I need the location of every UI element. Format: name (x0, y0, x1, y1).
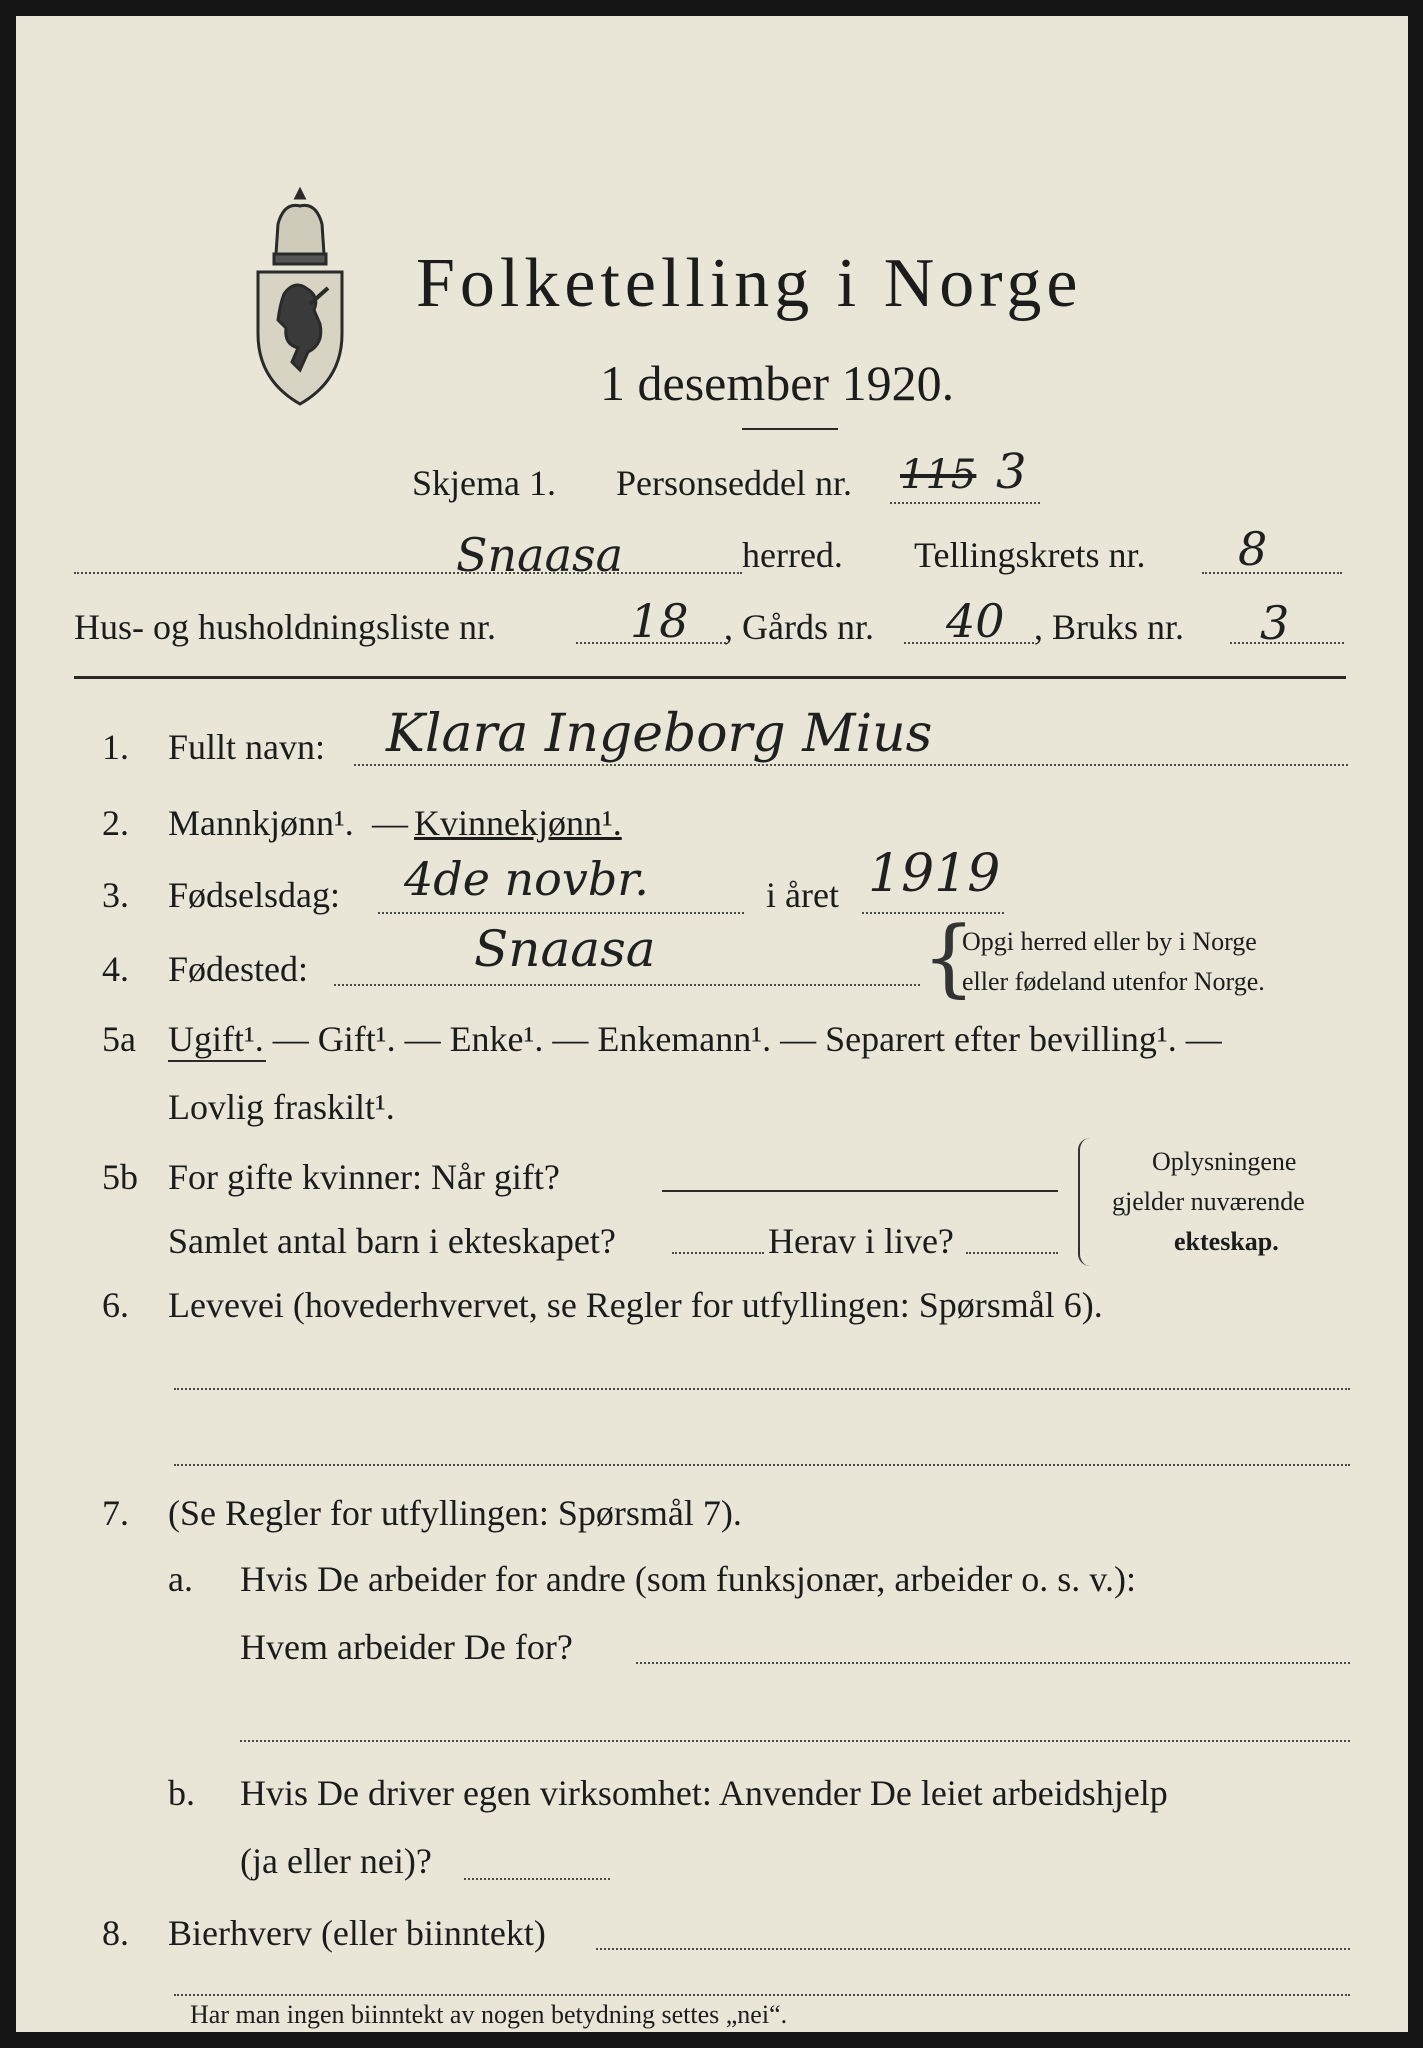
q4-number: 4. (102, 949, 129, 989)
q1-label: Fullt navn: (168, 727, 326, 767)
q7b-line2: (ja eller nei)? (240, 1841, 432, 1881)
skjema-label: Skjema 1. (412, 463, 556, 503)
q5b-married-label: For gifte kvinner: Når gift? (168, 1157, 560, 1197)
gards-value: 40 (946, 594, 1005, 648)
q8-field-line-2 (174, 1994, 1350, 1996)
gards-label: , Gårds nr. (724, 607, 874, 647)
title-divider (742, 428, 838, 430)
q2-female-option: Kvinnekjønn¹. (414, 803, 622, 843)
q8-label: Bierhverv (eller biinntekt) (168, 1913, 546, 1953)
q3-day-value: 4de novbr. (404, 852, 649, 906)
header-divider (74, 676, 1346, 679)
q6-field-line-1 (174, 1388, 1350, 1390)
norway-coat-of-arms-icon (244, 184, 356, 412)
q4-note-line1: Opgi herred eller by i Norge (962, 927, 1257, 956)
q8-number: 8. (102, 1913, 129, 1953)
herred-value: Snaasa (456, 528, 624, 582)
q5a-divorced-option: Lovlig fraskilt¹. (168, 1087, 395, 1127)
census-date: 1 desember 1920. (600, 355, 955, 411)
q7a-field-line-2 (240, 1740, 1350, 1742)
q5b-alive-label: Herav i live? (768, 1221, 954, 1261)
tellingskrets-label: Tellingskrets nr. (914, 535, 1146, 575)
herred-field-line (74, 572, 742, 574)
q5a-marital-options: Ugift¹. — Gift¹. — Enke¹. — Enkemann¹. — Separert efter bevilling¹. — (168, 1019, 1222, 1059)
q4-label: Fødested: (168, 949, 308, 989)
q5b-note-line3: ekteskap. (1174, 1227, 1279, 1256)
q3-year-label: i året (766, 875, 839, 915)
q3-number: 3. (102, 875, 129, 915)
q7a-letter: a. (168, 1559, 193, 1599)
household-list-label: Hus- og husholdningsliste nr. (74, 607, 497, 647)
q5a-number: 5a (102, 1019, 136, 1059)
bruks-label: , Bruks nr. (1034, 607, 1185, 647)
herred-label: herred. (742, 535, 843, 575)
q1-field-line (354, 764, 1348, 766)
q3-year-value: 1919 (868, 844, 1001, 904)
q7b-line1: Hvis De driver egen virksomhet: Anvender De leiet arbeidshjelp (240, 1773, 1168, 1813)
q4-note-line2: eller fødeland utenfor Norge. (962, 967, 1265, 996)
q4-field-line (334, 984, 920, 986)
footer-note: Har man ingen biinntekt av nogen betydning settes „nei“. (190, 2000, 788, 2029)
q7-label: (Se Regler for utfyllingen: Spørsmål 7). (168, 1493, 742, 1533)
q7a-line2: Hvem arbeider De for? (240, 1627, 573, 1667)
q2-number: 2. (102, 803, 129, 843)
q7a-field-line (636, 1662, 1350, 1664)
q8-field-line (596, 1948, 1350, 1950)
q7-number: 7. (102, 1493, 129, 1533)
q5b-note-brace (1078, 1138, 1090, 1266)
personseddel-field-line (890, 502, 1040, 504)
personseddel-label: Personseddel nr. (616, 463, 852, 503)
q6-number: 6. (102, 1285, 129, 1325)
q5b-note-line2: gjelder nuværende (1112, 1187, 1305, 1216)
tellingskrets-value: 8 (1238, 522, 1268, 576)
personseddel-value: 3 (996, 444, 1027, 500)
q1-value: Klara Ingeborg Mius (386, 704, 933, 764)
q7b-field-line (464, 1878, 610, 1880)
tellingskrets-field-line (1202, 572, 1342, 574)
q3-label: Fødselsdag: (168, 875, 341, 915)
personseddel-struck-value: 115 (900, 452, 977, 498)
household-list-value: 18 (630, 594, 689, 648)
q7a-line1: Hvis De arbeider for andre (som funksjonær, arbeider o. s. v.): (240, 1559, 1136, 1599)
q4-value: Snaasa (474, 920, 656, 978)
q5b-number: 5b (102, 1157, 138, 1197)
q7b-letter: b. (168, 1773, 195, 1813)
q5a-ugift-underline (168, 1060, 266, 1062)
q3-day-field-line (378, 912, 744, 914)
q2-separator: — (372, 803, 408, 843)
form-title: Folketelling i Norge (416, 245, 1083, 322)
q4-note-brace: { (922, 908, 976, 1006)
bruks-value: 3 (1260, 596, 1290, 650)
census-form-sheet (16, 16, 1408, 2032)
q5b-alive-field-line (966, 1252, 1058, 1254)
q5b-children-label: Samlet antal barn i ekteskapet? (168, 1221, 616, 1261)
q6-label: Levevei (hovederhvervet, se Regler for utfyllingen: Spørsmål 6). (168, 1285, 1103, 1325)
q1-number: 1. (102, 727, 129, 767)
q5b-children-field-line (672, 1252, 764, 1254)
q5b-married-field-line (662, 1190, 1058, 1192)
q5b-note-line1: Oplysningene (1152, 1147, 1297, 1176)
q2-male-option: Mannkjønn¹. (168, 803, 354, 843)
q6-field-line-2 (174, 1464, 1350, 1466)
